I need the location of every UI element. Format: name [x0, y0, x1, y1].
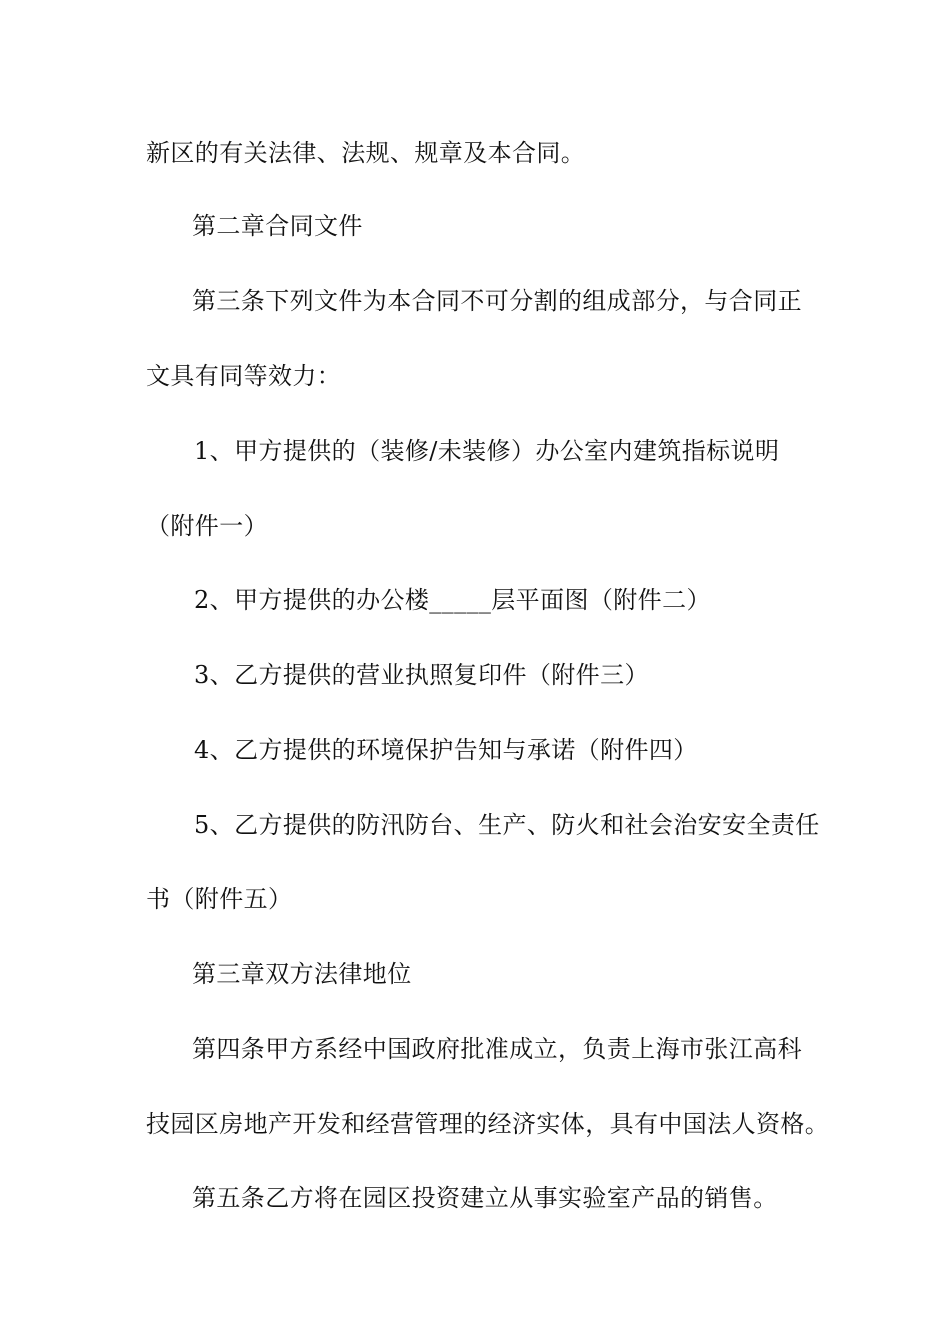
list-item: 2、甲方提供的办公楼_____层平面图（附件二） [194, 586, 711, 614]
list-item-continuation: （附件一） [146, 512, 268, 540]
paragraph-line: 技园区房地产开发和经营管理的经济实体，具有中国法人资格。 [146, 1110, 830, 1138]
list-item: 1、甲方提供的（装修/未装修）办公室内建筑指标说明 [194, 437, 780, 465]
list-item: 4、乙方提供的环境保护告知与承诺（附件四） [194, 736, 698, 764]
list-item: 3、乙方提供的营业执照复印件（附件三） [194, 661, 649, 689]
chapter-heading: 第三章双方法律地位 [192, 960, 412, 988]
paragraph-line: 第五条乙方将在园区投资建立从事实验室产品的销售。 [192, 1184, 778, 1212]
paragraph-line: 第四条甲方系经中国政府批准成立，负责上海市张江高科 [192, 1035, 802, 1063]
chapter-heading: 第二章合同文件 [192, 212, 363, 240]
paragraph-line: 第三条下列文件为本合同不可分割的组成部分，与合同正 [192, 287, 802, 315]
list-item: 5、乙方提供的防汛防台、生产、防火和社会治安安全责任 [194, 811, 820, 839]
paragraph-line: 新区的有关法律、法规、规章及本合同。 [146, 139, 586, 167]
list-item-continuation: 书（附件五） [146, 885, 293, 913]
paragraph-line: 文具有同等效力： [146, 362, 342, 390]
